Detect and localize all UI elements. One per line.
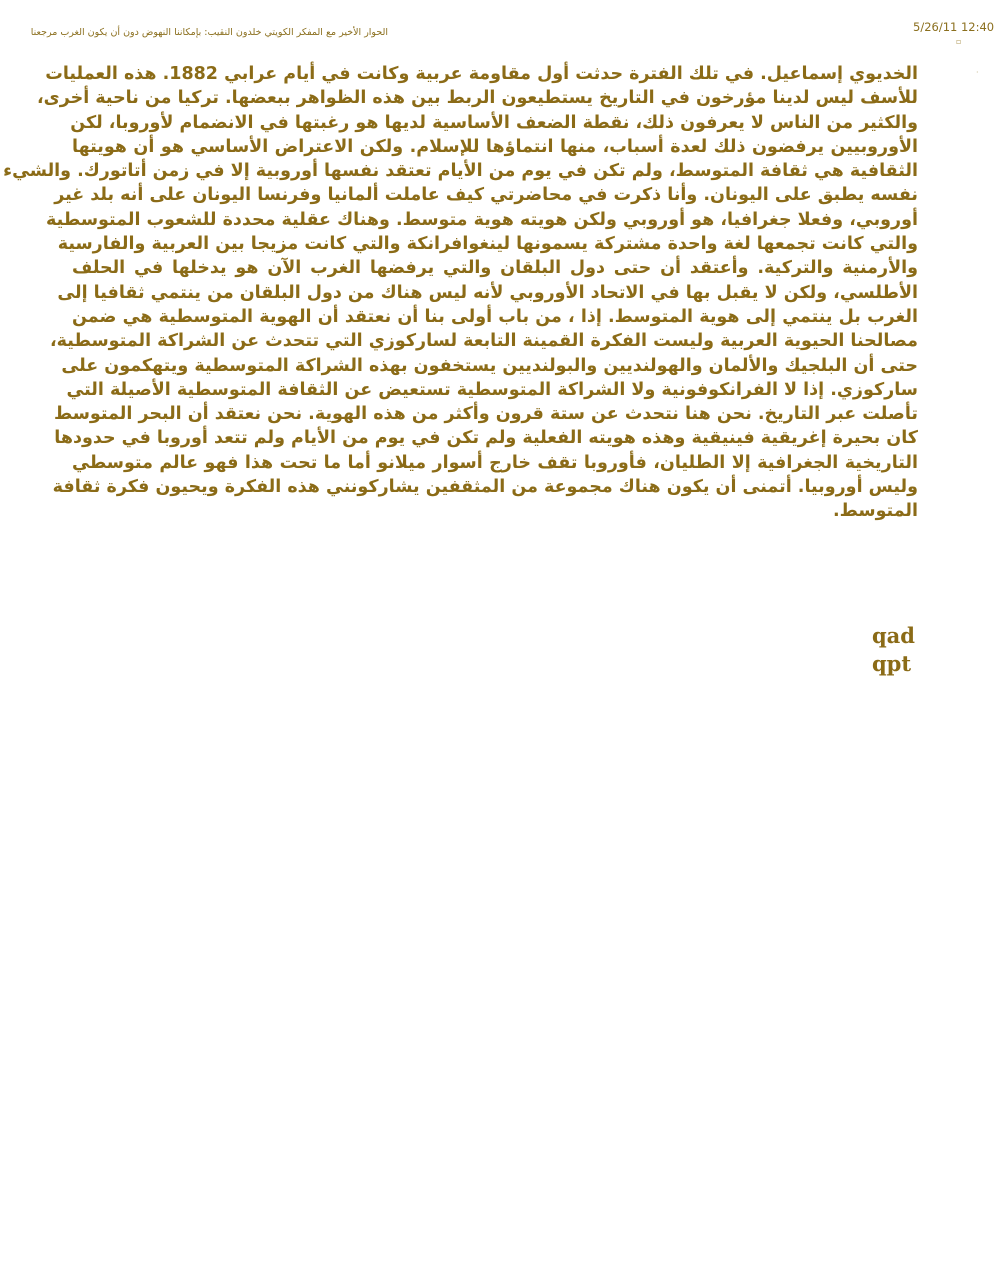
article-line: أوروبي، وفعلا جغرافيا، هو أوروبي ولكن هويته هوية متوسط. وهناك عقلية محددة للشعوب المتوسطية	[46, 209, 918, 230]
code-label: qad	[872, 623, 915, 648]
article-line: نفسه يطبق على اليونان. وأنا ذكرت في محاضرتي كيف عاملت ألمانيا وفرنسا اليونان على أنه بلد غير	[54, 185, 918, 206]
article-line: كان بحيرة إغريقية فينيقية وهذه هويته الفعلية ولم تكن في يوم من الأيام ولم تتعد أوروبا في حدودها	[54, 428, 918, 449]
article-line: مصالحنا الحيوية العربية وليست الفكرة القمينة التابعة لساركوزي التي تتحدث عن الشراكة المتوسطية،	[50, 331, 918, 352]
document-header-datetime: 5/26/11 12:40	[913, 20, 995, 34]
edge-mark: ·	[976, 68, 979, 77]
article-line: والتي كانت تجمعها لغة واحدة مشتركة يسمونها لينغوافرانكة والتي كانت مزيجا بين العربية والفارسية	[57, 234, 918, 255]
article-line: حتى أن البلجيك والألمان والهولنديين والبولنديين يستخفون بهذه الشراكة المتوسطية ويتهكمون على	[61, 355, 918, 376]
document-header-title: الحوار الأخير مع المفكر الكويتي خلدون النقيب: بإمكاننا النهوض دون أن يكون الغرب مرجعنا	[30, 27, 388, 38]
article-line: الأطلسي، ولكن لا يقبل بها في الاتحاد الأوروبي لأنه ليس هناك من دول البلقان من ينتمي ثقافيا إلى	[57, 282, 918, 303]
article-line: والكثير من الناس لا يعرفون ذلك، نقطة الضعف الأساسية لديها هو رغبتها في الانضمام لأوروبا، لكن	[70, 112, 918, 133]
article-line: والأرمنية والتركية. وأعتقد أن حتى دول البلقان والتي يرفضها الغرب الآن هو يدخلها في الحلف	[72, 258, 918, 279]
article-line: الخديوي إسماعيل. في تلك الفترة حدثت أول مقاومة عربية وكانت في أيام عرابي 1882. هذه العمليات	[45, 64, 918, 84]
article-line: ساركوزي. إذا لا الفرانكوفونية ولا الشراكة المتوسطية تستعيض عن الثقافة المتوسطية الأصيلة التي	[66, 379, 918, 400]
article-body	[3, 62, 918, 524]
article-line: للأسف ليس لدينا مؤرخون في التاريخ يستطيعون الربط بين هذه الظواهر ببعضها. تركيا من ناحية أخرى،	[37, 88, 918, 109]
corner-mark: ▫	[956, 37, 962, 46]
code-label: qpt	[872, 651, 912, 676]
article-line: تأصلت عبر التاريخ. نحن هنا نتحدث عن ستة قرون وأكثر من هذه الهوية. نحن نعتقد أن البحر المتوسط	[53, 404, 918, 425]
article-line: وليس أوروبيا. أتمنى أن يكون هناك مجموعة من المثقفين يشاركونني هذه الفكرة ويحيون فكرة ثقافة	[52, 477, 918, 498]
article-line: الأوروبيين يرفضون ذلك لعدة أسباب، منها انتماؤها للإسلام. ولكن الاعتراض الأساسي هو أن هويتها	[72, 136, 918, 157]
article-line: التاريخية الجغرافية إلا الطليان، فأوروبا تقف خارج أسوار ميلانو أما ما تحت هذا فهو عالم متوسطي	[72, 452, 918, 473]
article-line-final: المتوسط.	[832, 501, 918, 522]
article-line: الثقافية هي ثقافة المتوسط، ولم تكن في يوم من الأيام تعتقد نفسها أوروبية إلا في زمن أتاتورك. والشيء	[3, 161, 918, 182]
article-line: الغرب بل ينتمي إلى هوية المتوسط. إذا ، من باب أولى بنا أن نعتقد أن الهوية المتوسطية هي ضمن	[72, 306, 918, 327]
trailing-codes	[872, 622, 915, 678]
